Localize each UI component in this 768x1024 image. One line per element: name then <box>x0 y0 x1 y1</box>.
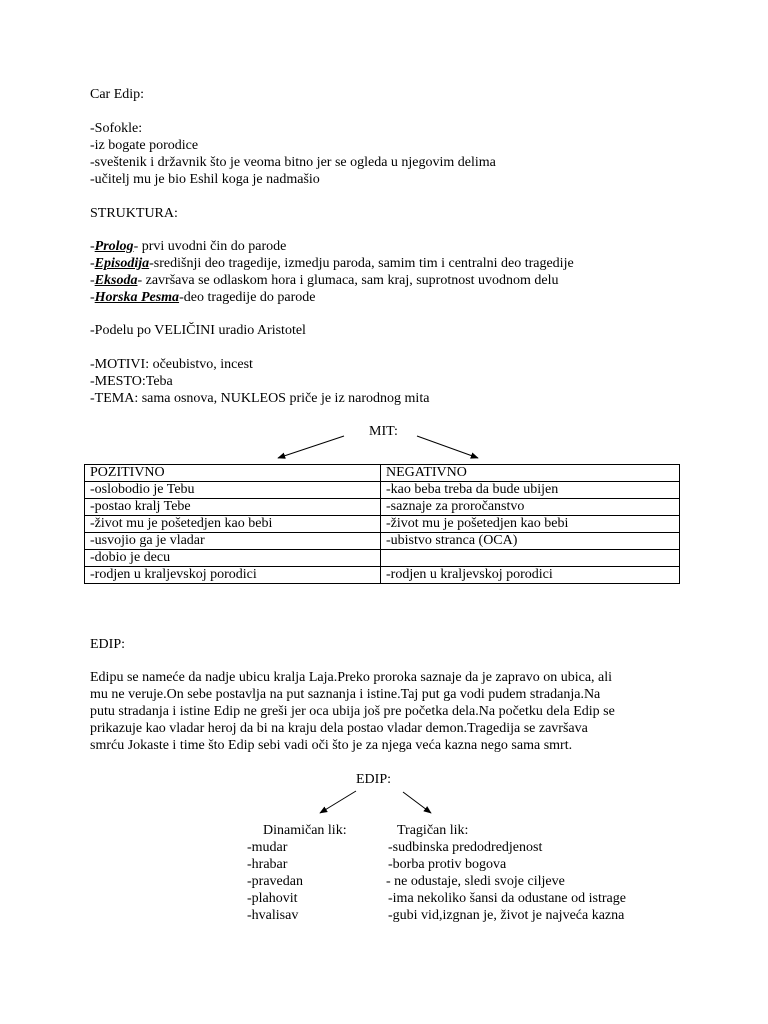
tragic-item: -sudbinska predodredjenost <box>388 840 543 855</box>
paragraph-line: mu ne veruje.On sebe postavlja na put saznanja i istine.Taj put ga vodi pudem stradanja.Na <box>90 687 601 702</box>
tragic-heading: Tragičan lik: <box>397 823 469 838</box>
dynamic-item: -hrabar <box>247 857 288 872</box>
dynamic-item: -hvalisav <box>247 908 299 923</box>
dynamic-item: -pravedan <box>247 874 303 889</box>
edip-diagram-label: EDIP: <box>356 772 391 787</box>
edip-arrow-right <box>403 792 431 813</box>
table-cell: -rodjen u kraljevskoj porodici <box>381 567 680 584</box>
structure-desc: -središnji deo tragedije, izmedju paroda, samim tim i centralni deo tragedije <box>149 256 574 271</box>
paragraph-line: smrću Jokaste i time što Edip sebi vadi oči što je za njega veća kazna nego sama smrt. <box>90 738 573 753</box>
structure-item: -Eksoda- završava se odlaskom hora i glumaca, sam kraj, suprotnost uvodnom delu <box>90 273 559 288</box>
table-cell: -usvojio ga je vladar <box>85 533 381 550</box>
mit-arrow-right <box>417 436 478 458</box>
paragraph-line: Edipu se nameće da nadje ubicu kralja Laja.Preko proroka saznaje da je zapravo on ubica, ali <box>90 670 613 685</box>
structure-item: -Episodija-središnji deo tragedije, izmedju paroda, samim tim i centralni deo tragedije <box>90 256 574 271</box>
table-row <box>85 533 680 550</box>
table-cell: -oslobodio je Tebu <box>85 482 381 499</box>
tragic-item: -borba protiv bogova <box>388 857 507 872</box>
edip-heading: EDIP: <box>90 637 125 652</box>
structure-term: Horska Pesma <box>94 290 180 305</box>
table-cell: -rodjen u kraljevskoj porodici <box>85 567 381 584</box>
dynamic-item: -plahovit <box>247 891 298 906</box>
structure-term: Eksoda <box>94 273 138 288</box>
table-cell: -život mu je pošetedjen kao bebi <box>85 516 381 533</box>
author-line: -sveštenik i državnik što je veoma bitno jer se ogleda u njegovim delima <box>90 155 496 170</box>
table-row <box>85 567 680 584</box>
tragic-item: -gubi vid,izgnan je, život je najveća kazna <box>388 908 625 923</box>
table-row <box>85 482 680 499</box>
tragic-item: - ne odustaje, sledi svoje ciljeve <box>386 874 565 889</box>
table-row <box>85 516 680 533</box>
header-negative: NEGATIVNO <box>381 465 680 482</box>
structure-term: Episodija <box>94 256 150 271</box>
structure-heading: STRUKTURA: <box>90 206 178 221</box>
dynamic-heading: Dinamičan lik: <box>263 823 347 838</box>
table-row <box>85 499 680 516</box>
tema-line: -TEMA: sama osnova, NUKLEOS priče je iz narodnog mita <box>90 391 430 406</box>
author-line: -Sofokle: <box>90 121 143 136</box>
table-cell <box>381 550 680 567</box>
edip-paragraph <box>90 669 680 754</box>
mit-label: MIT: <box>369 424 398 439</box>
table-cell: -postao kralj Tebe <box>85 499 381 516</box>
header-positive: POZITIVNO <box>85 465 381 482</box>
motivi-line: -MOTIVI: očeubistvo, incest <box>90 357 253 372</box>
table-cell: -saznaje za proročanstvo <box>381 499 680 516</box>
table-cell: -dobio je decu <box>85 550 381 567</box>
mit-arrow-left <box>278 436 344 458</box>
table-cell: -kao beba treba da bude ubijen <box>381 482 680 499</box>
structure-term: Prolog <box>94 239 134 254</box>
author-line: -učitelj mu je bio Eshil koga je nadmašio <box>90 172 320 187</box>
table-header-row <box>85 465 680 482</box>
structure-desc: - završava se odlaskom hora i glumaca, sam kraj, suprotnost uvodnom delu <box>137 273 559 288</box>
structure-note: -Podelu po VELIČINI uradio Aristotel <box>90 323 306 338</box>
structure-desc: -deo tragedije do parode <box>179 290 316 305</box>
structure-item: -Horska Pesma-deo tragedije do parode <box>90 290 316 305</box>
document-title: Car Edip: <box>90 87 145 102</box>
mit-table <box>84 464 680 584</box>
paragraph-line: putu stradanja i istine Edip ne greši jer oca ubija još pre početka dela.Na početku dela Edip se <box>90 704 615 719</box>
table-cell: -život mu je pošetedjen kao bebi <box>381 516 680 533</box>
structure-desc: - prvi uvodni čin do parode <box>133 239 287 254</box>
edip-arrow-left <box>320 791 356 813</box>
author-line: -iz bogate porodice <box>90 138 199 153</box>
dynamic-item: -mudar <box>247 840 288 855</box>
table-row <box>85 550 680 567</box>
structure-item: -Prolog- prvi uvodni čin do parode <box>90 239 287 254</box>
paragraph-line: prikazuje kao vladar heroj da bi na kraju dela postao vladar demon.Tragedija se završava <box>90 721 588 736</box>
tragic-item: -ima nekoliko šansi da odustane od istrage <box>388 891 626 906</box>
mesto-line: -MESTO:Teba <box>90 374 173 389</box>
table-cell: -ubistvo stranca (OCA) <box>381 533 680 550</box>
